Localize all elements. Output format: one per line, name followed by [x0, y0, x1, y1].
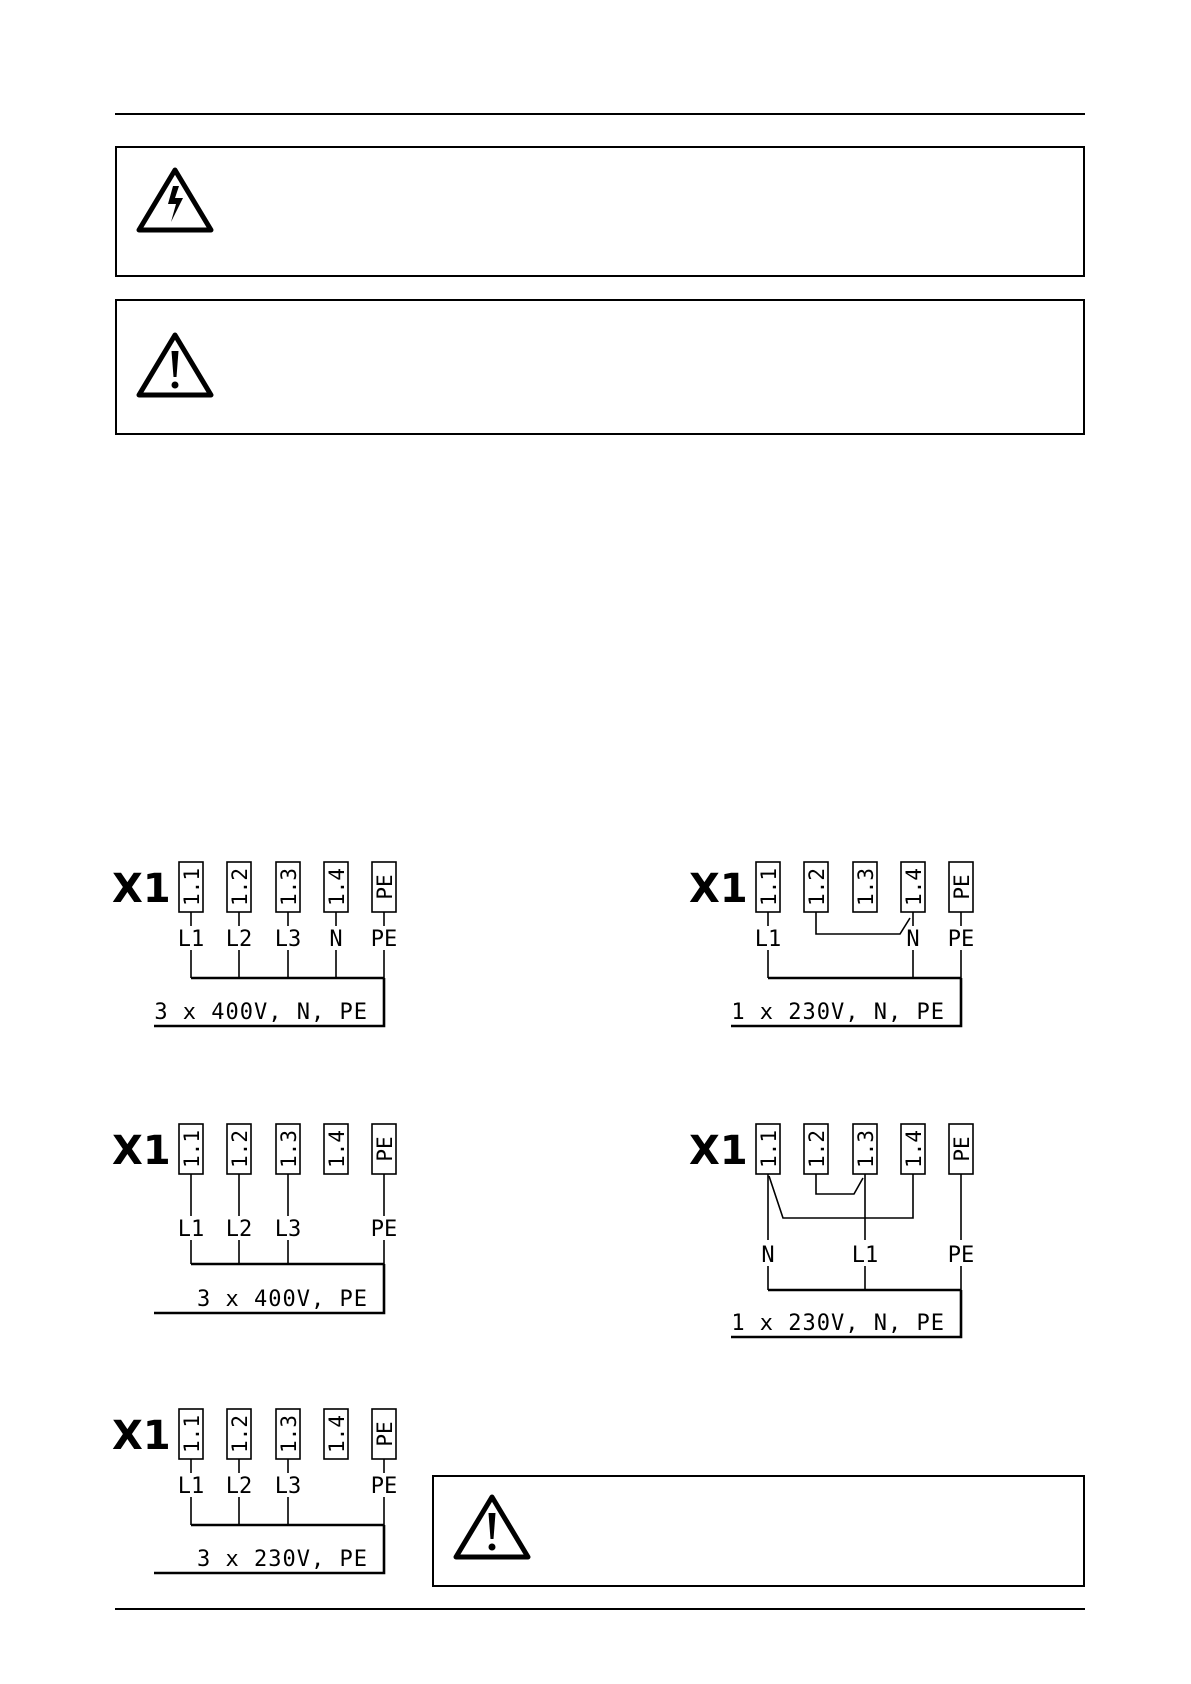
terminal-block-designator: X1: [112, 866, 171, 912]
terminal-label: PE: [373, 1421, 397, 1447]
conductor-label: L1: [177, 1217, 205, 1242]
footer-rule: [115, 1608, 1085, 1610]
high-voltage-warning-icon: [135, 164, 215, 236]
bridge-1-2-to-1-4: [816, 912, 910, 934]
terminal-strip: [179, 1124, 397, 1174]
header-rule: [115, 113, 1085, 115]
terminal-label: 1.3: [277, 1415, 301, 1453]
conductor-label: PE: [370, 927, 398, 952]
conductor-label: N: [906, 927, 920, 952]
terminal-label: 1.2: [805, 868, 829, 906]
terminal-label: 1.4: [325, 1415, 349, 1453]
terminal-strip: [756, 862, 974, 912]
conductor-label: L2: [225, 1217, 253, 1242]
conductor-label: PE: [947, 927, 975, 952]
conductor-label: L1: [754, 927, 782, 952]
terminal-label: 1.3: [854, 868, 878, 906]
wiring-diagram-3x400v-pe: [100, 1112, 420, 1327]
terminal-label: PE: [373, 874, 397, 900]
supply-label: 3 x 400V, N, PE: [154, 1000, 368, 1025]
supply-label: 1 x 230V, N, PE: [731, 1000, 945, 1025]
conductor-label: L2: [225, 1474, 253, 1499]
conductor-label: L3: [274, 1474, 302, 1499]
terminal-label: 1.3: [277, 868, 301, 906]
terminal-label: 1.1: [180, 868, 204, 906]
wiring-diagram-1x230v-n-pe-a: [677, 850, 997, 1040]
conductor-label: PE: [370, 1474, 398, 1499]
exclamation-warning-icon: [135, 329, 215, 401]
terminal-strip: [179, 862, 397, 912]
terminal-label: 1.4: [325, 1130, 349, 1168]
conductor-label: N: [329, 927, 343, 952]
electric-hazard-warning-box: [115, 146, 1085, 277]
terminal-label: PE: [950, 874, 974, 900]
terminal-label: 1.2: [228, 868, 252, 906]
terminal-label: 1.3: [277, 1130, 301, 1168]
bridge-1-2-to-1-3: [816, 1174, 863, 1194]
supply-label: 3 x 230V, PE: [197, 1547, 368, 1572]
terminal-label: 1.2: [228, 1415, 252, 1453]
conductor-label: L2: [225, 927, 253, 952]
exclamation-warning-icon: [452, 1491, 532, 1563]
terminal-label: 1.4: [325, 868, 349, 906]
terminal-block-designator: X1: [112, 1413, 171, 1459]
conductor-label: PE: [947, 1243, 975, 1268]
bridge-1-1-to-1-4: [769, 1174, 913, 1218]
terminal-label: PE: [950, 1136, 974, 1162]
terminal-label: 1.4: [902, 868, 926, 906]
terminal-label: 1.1: [757, 1130, 781, 1168]
general-warning-box: [115, 299, 1085, 435]
terminal-label: PE: [373, 1136, 397, 1162]
conductor-label: L3: [274, 927, 302, 952]
conductor-label: L3: [274, 1217, 302, 1242]
terminal-strip: [179, 1409, 397, 1459]
supply-label: 1 x 230V, N, PE: [731, 1311, 945, 1336]
conductor-label: PE: [370, 1217, 398, 1242]
conductor-label: N: [761, 1243, 775, 1268]
terminal-label: 1.2: [805, 1130, 829, 1168]
terminal-label: 1.1: [180, 1415, 204, 1453]
terminal-strip: [756, 1124, 974, 1174]
conductor-label: L1: [177, 927, 205, 952]
supply-label: 3 x 400V, PE: [197, 1287, 368, 1312]
terminal-label: 1.4: [902, 1130, 926, 1168]
terminal-label: 1.1: [180, 1130, 204, 1168]
terminal-label: 1.1: [757, 868, 781, 906]
conductor-label: L1: [177, 1474, 205, 1499]
wiring-diagram-3x230v-pe: [100, 1397, 420, 1587]
bottom-warning-box: [432, 1475, 1085, 1587]
wiring-diagram-3x400v-n-pe: [100, 850, 420, 1040]
terminal-block-designator: X1: [689, 866, 748, 912]
terminal-label: 1.3: [854, 1130, 878, 1168]
conductor-label: L1: [851, 1243, 879, 1268]
terminal-block-designator: X1: [689, 1128, 748, 1174]
terminal-label: 1.2: [228, 1130, 252, 1168]
terminal-block-designator: X1: [112, 1128, 171, 1174]
wiring-diagram-1x230v-n-pe-b: [677, 1112, 997, 1347]
